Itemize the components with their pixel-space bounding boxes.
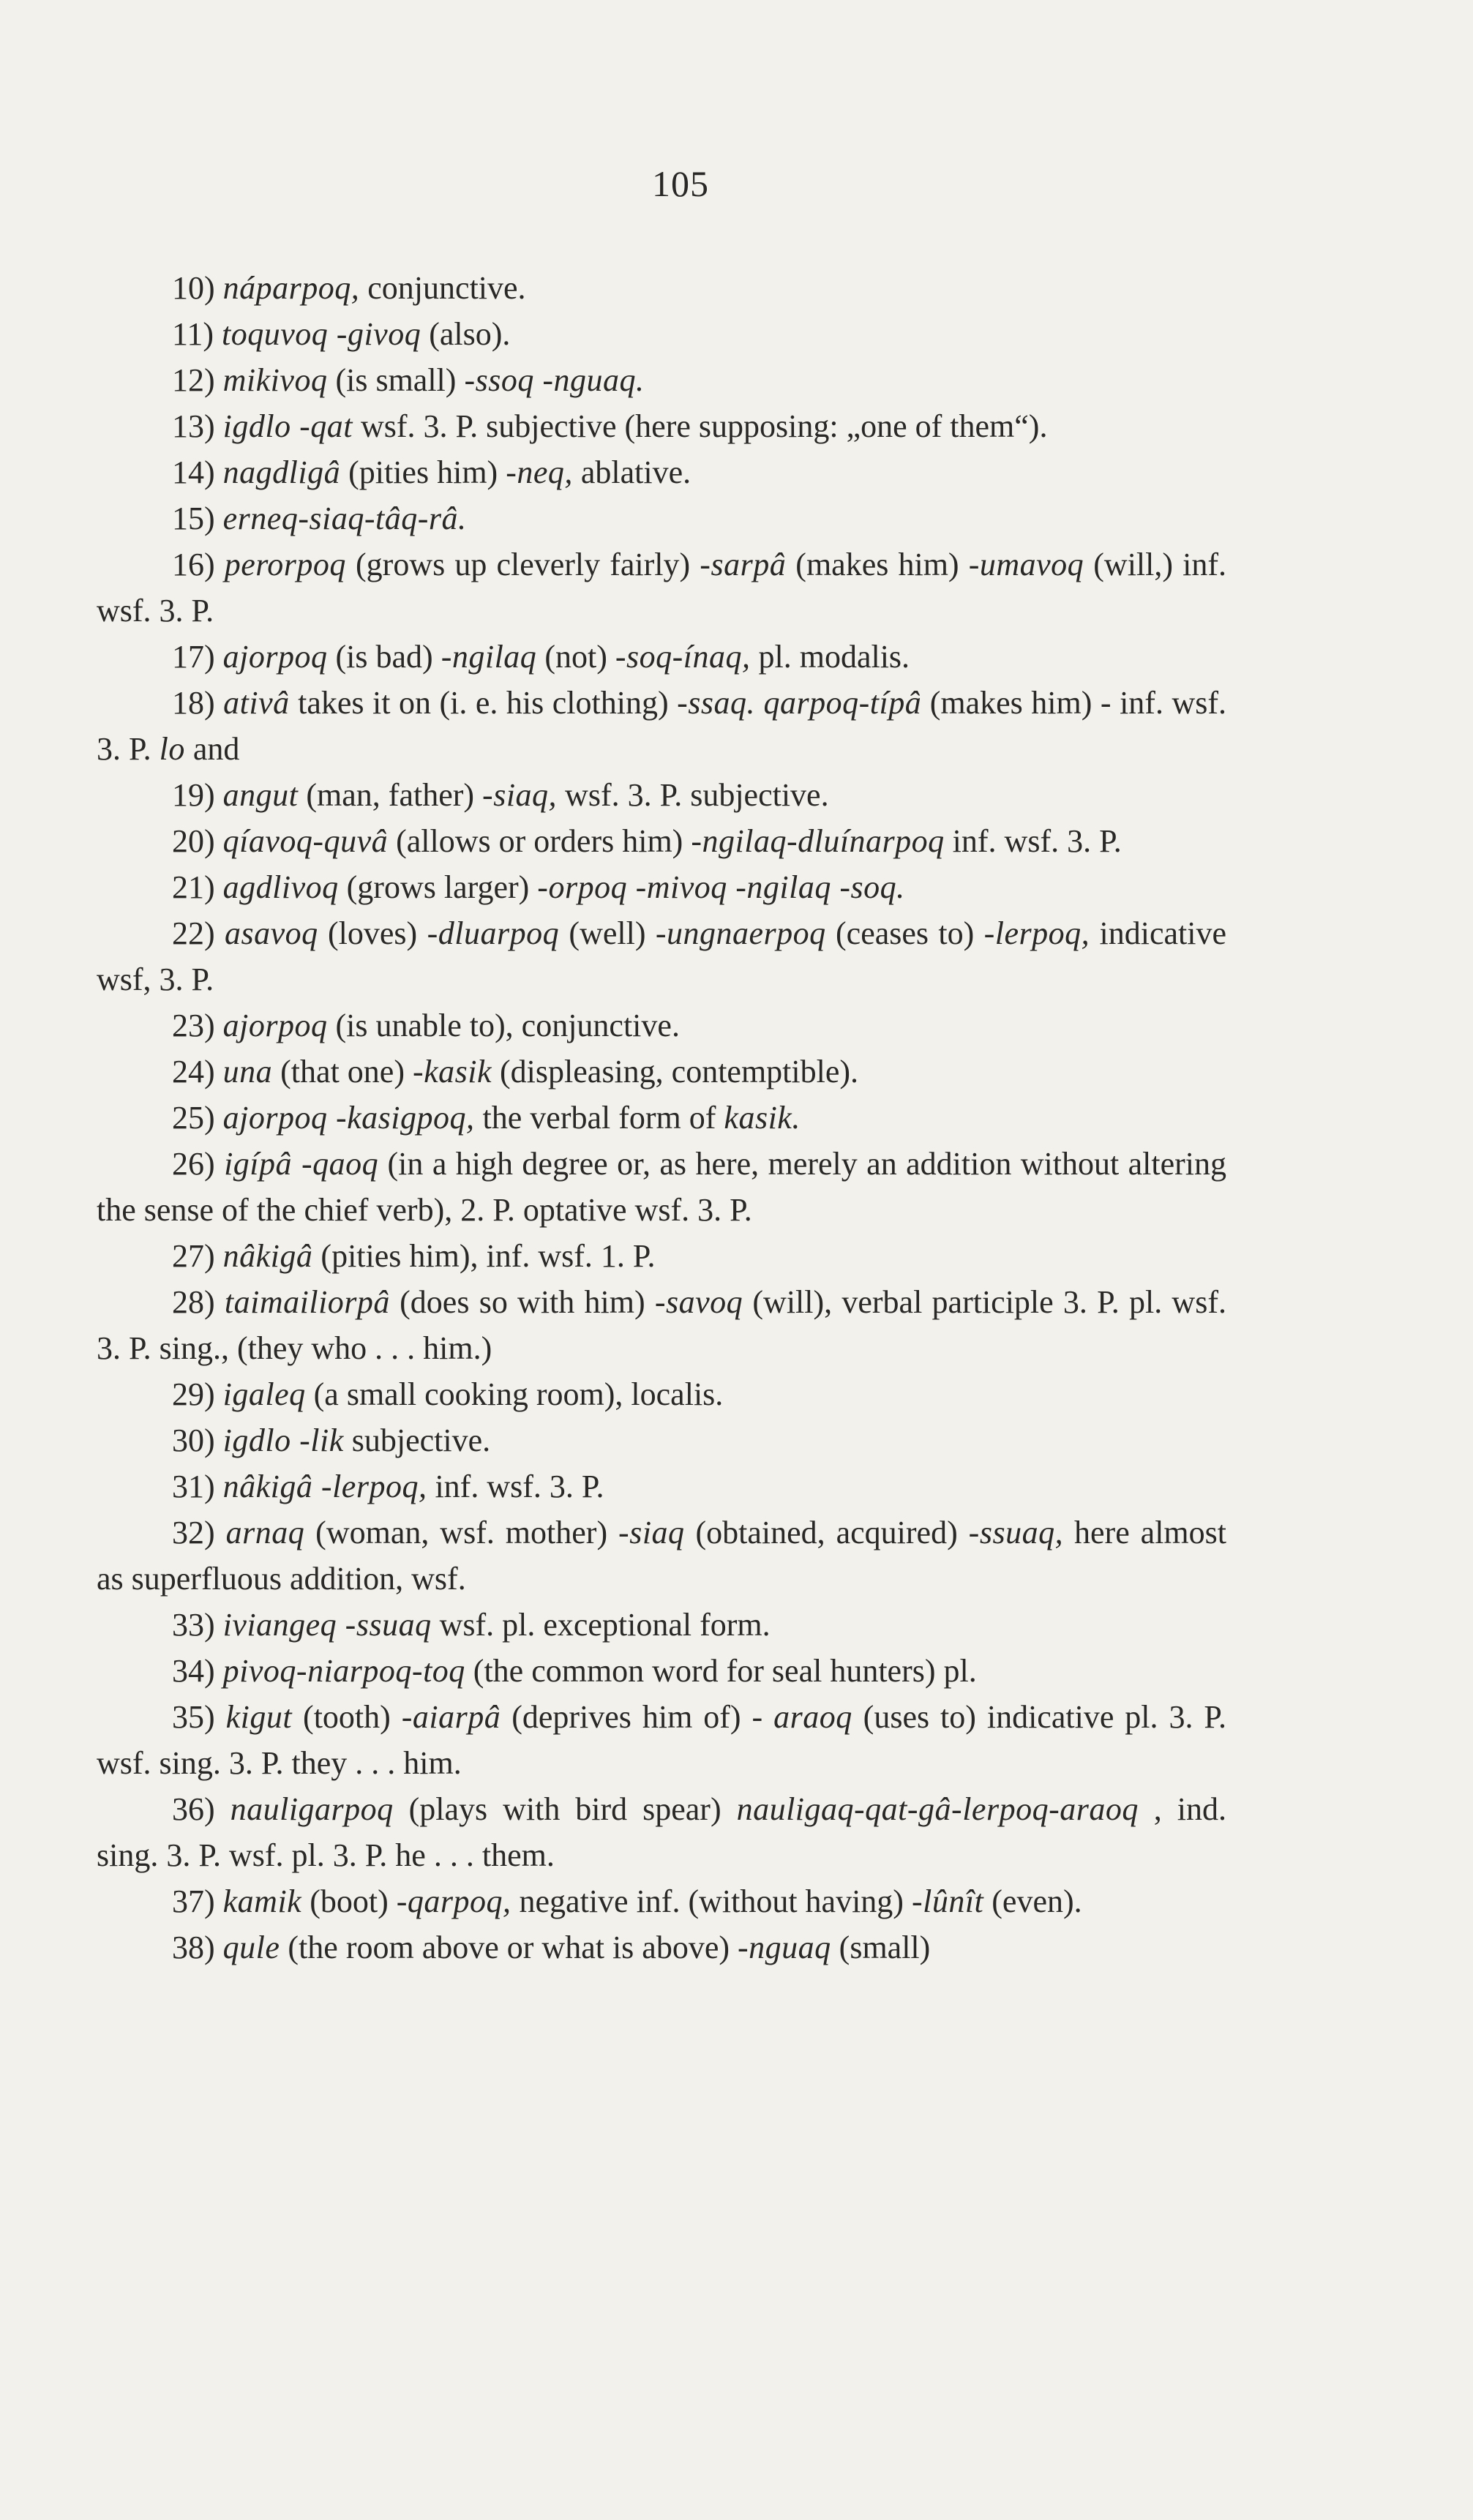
note-entry [97,680,1226,772]
gloss-text: wsf. pl. exceptional form. [431,1607,771,1643]
greenlandic-term: qíavoq-quvâ [222,823,389,859]
greenlandic-term: -aiarpâ [401,1699,501,1735]
note-entry [97,1371,1226,1417]
greenlandic-term: -qarpoq, [396,1883,511,1919]
greenlandic-term: nâkigâ -lerpoq, [222,1469,427,1504]
greenlandic-term: -siaq, [482,777,558,813]
note-number: 27) [172,1238,223,1274]
greenlandic-term: -ungnaerpoq [655,915,826,951]
greenlandic-term: igdlo -lik [222,1422,344,1458]
note-entry [97,1510,1226,1602]
greenlandic-term: qule [222,1930,280,1965]
note-number: 16) [172,547,225,582]
note-number: 23) [172,1008,223,1043]
gloss-text: (will), verbal participle 3. P. pl. wsf. 3. P. sing., (they who . . . him.) [97,1284,1226,1366]
greenlandic-term: ajorpoq [222,639,328,675]
note-entry [97,1049,1226,1095]
note-number: 20) [172,823,223,859]
greenlandic-term: toquvoq -givoq [222,316,421,352]
note-entry [97,1095,1226,1141]
greenlandic-term: -ssoq -nguaq. [464,362,645,398]
gloss-text: (is unable to), conjunctive. [327,1008,680,1043]
note-entry [97,1463,1226,1510]
gloss-text: negative inf. (without having) [511,1883,912,1919]
greenlandic-term: -dluarpoq [427,915,560,951]
greenlandic-term: -soq-ínaq, [615,639,751,675]
note-number: 25) [172,1100,223,1136]
gloss-text: (plays with bird spear) [393,1791,737,1827]
note-number: 24) [172,1054,223,1090]
gloss-text: (grows up cleverly fairly) [345,547,700,582]
greenlandic-term: -ngilaq-dluínarpoq [691,823,945,859]
gloss-text: (man, father) [298,777,483,813]
note-entry [97,1141,1226,1233]
gloss-text: (that one) [272,1054,413,1090]
gloss-text: (ceases to) [825,915,984,951]
note-entry [97,1417,1226,1463]
gloss-text: the verbal form of [474,1100,724,1136]
note-number: 19) [172,777,223,813]
gloss-text: (a small cooking room), localis. [305,1376,724,1412]
note-entry [97,818,1226,864]
gloss-text: (does so with him) [389,1284,655,1320]
gloss-text: takes it on (i. e. his clothing) [289,685,678,721]
note-number: 12) [172,362,223,398]
note-entry [97,311,1226,357]
gloss-text: (pities him) [340,454,506,490]
note-number: 29) [172,1376,223,1412]
greenlandic-term: náparpoq, [222,270,360,306]
greenlandic-term: lo [159,731,185,767]
note-number: 11) [172,316,222,352]
note-entry [97,357,1226,403]
note-entry [97,403,1226,449]
note-entry [97,449,1226,495]
note-number: 36) [172,1791,230,1827]
gloss-text: (loves) [318,915,427,951]
greenlandic-term: una [222,1054,273,1090]
gloss-text: (even). [983,1883,1082,1919]
gloss-text: , ind. sing. 3. P. wsf. pl. 3. P. he . . . them. [97,1791,1226,1873]
note-number: 17) [172,639,223,675]
note-number: 33) [172,1607,223,1643]
gloss-text: conjunctive. [359,270,526,306]
greenlandic-term: ativâ [223,685,290,721]
greenlandic-term: igípâ -qaoq [224,1146,379,1182]
note-entry [97,772,1226,818]
note-entry [97,495,1226,541]
greenlandic-term: angut [222,777,299,813]
gloss-text: (obtained, acquired) [684,1515,969,1550]
greenlandic-term: -savoq [654,1284,743,1320]
greenlandic-term: -sarpâ [700,547,787,582]
note-number: 22) [172,915,225,951]
note-number: 32) [172,1515,226,1550]
greenlandic-term: igaleq [222,1376,306,1412]
greenlandic-term: ajorpoq [222,1008,328,1043]
note-number: 13) [172,408,223,444]
greenlandic-term: kasik. [724,1100,801,1136]
greenlandic-term: igdlo -qat [222,408,353,444]
gloss-text: subjective. [343,1422,491,1458]
greenlandic-term: kigut [225,1699,293,1735]
gloss-text: (woman, wsf. mother) [304,1515,619,1550]
gloss-text: (makes him) [786,547,969,582]
gloss-text [755,685,764,721]
greenlandic-term: perorpoq [224,547,346,582]
gloss-text: (allows or orders him) [388,823,691,859]
gloss-text: (uses to) indicative pl. 3. P. wsf. sing. 3. P. they . . . him. [97,1699,1226,1781]
note-number: 34) [172,1653,223,1689]
greenlandic-term: -lerpoq, [983,915,1090,951]
gloss-text: pl. modalis. [750,639,910,675]
note-number: 18) [172,685,224,721]
greenlandic-term: kamik [222,1883,302,1919]
note-number: 14) [172,454,223,490]
note-number: 15) [172,500,223,536]
greenlandic-term: iviangeq -ssuaq [222,1607,432,1643]
note-number: 10) [172,270,223,306]
note-entry [97,1233,1226,1279]
gloss-text: inf. wsf. 3. P. [427,1469,604,1504]
gloss-text: wsf. 3. P. subjective. [557,777,829,813]
greenlandic-term: agdlivoq [222,869,339,905]
greenlandic-term: ajorpoq -kasigpoq, [222,1100,475,1136]
note-entry [97,1602,1226,1648]
gloss-text: (makes him) - inf. wsf. 3. P. [97,685,1226,767]
note-entry [97,1878,1226,1924]
gloss-text: and [184,731,240,767]
gloss-text: (displeasing, contemptible). [492,1054,859,1090]
note-number: 31) [172,1469,223,1504]
gloss-text: (is small) [327,362,465,398]
greenlandic-term: -siaq [618,1515,685,1550]
note-entry [97,910,1226,1002]
note-number: 28) [172,1284,225,1320]
note-entry [97,1694,1226,1786]
gloss-text: (also). [421,316,511,352]
greenlandic-term: -ssuaq, [968,1515,1064,1550]
note-entry [97,1279,1226,1371]
gloss-text: inf. wsf. 3. P. [944,823,1122,859]
note-number: 21) [172,869,223,905]
gloss-text: (pities him), inf. wsf. 1. P. [312,1238,656,1274]
greenlandic-term: -nguaq [738,1930,831,1965]
gloss-text: (the room above or what is above) [280,1930,738,1965]
note-entry [97,634,1226,680]
gloss-text: wsf. 3. P. subjective (here supposing: „one of them“). [352,408,1048,444]
greenlandic-term: -orpoq -mivoq -ngilaq -soq. [537,869,905,905]
gloss-text: here almost as superfluous addition, wsf. [97,1515,1227,1597]
gloss-text: (grows larger) [338,869,538,905]
gloss-text: (tooth) [292,1699,402,1735]
greenlandic-term: nauligaq-qat-gâ-lerpoq-araoq [736,1791,1139,1827]
greenlandic-term: qarpoq-típâ [763,685,922,721]
greenlandic-term: araoq [773,1699,852,1735]
note-number: 35) [172,1699,226,1735]
note-entry [97,864,1226,910]
note-entry [97,1786,1226,1878]
gloss-text: (the common word for seal hunters) pl. [465,1653,977,1689]
gloss-text: (small) [831,1930,931,1965]
gloss-text: (deprives him of) - [501,1699,774,1735]
greenlandic-term: -lûnît [911,1883,984,1919]
greenlandic-term: pivoq-niarpoq-toq [222,1653,465,1689]
greenlandic-term: taimailiorpâ [224,1284,390,1320]
gloss-text: (will,) inf. wsf. 3. P. [97,547,1227,629]
greenlandic-term: -umavoq [968,547,1084,582]
greenlandic-term: -kasik [412,1054,492,1090]
note-entry [97,541,1226,634]
note-entry [97,1002,1226,1049]
gloss-text: (boot) [301,1883,397,1919]
gloss-text: (is bad) [327,639,441,675]
greenlandic-term: erneq-siaq-tâq-râ. [222,500,467,536]
greenlandic-term: arnaq [225,1515,305,1550]
page-number: 105 [652,163,709,204]
gloss-text: (not) [536,639,615,675]
greenlandic-term: mikivoq [222,362,328,398]
note-number: 30) [172,1422,223,1458]
greenlandic-term: -ssaq. [677,685,756,721]
gloss-text: ablative. [572,454,691,490]
note-number: 26) [172,1146,225,1182]
greenlandic-term: nagdligâ [222,454,341,490]
note-entry [97,1648,1226,1694]
gloss-text: indicative wsf, 3. P. [97,915,1226,997]
note-entry [97,265,1226,311]
greenlandic-term: asavoq [225,915,318,951]
gloss-text: (well) [559,915,656,951]
note-entry [97,1924,1226,1970]
note-number: 37) [172,1883,223,1919]
note-number: 38) [172,1930,223,1965]
page-body [97,265,1226,1970]
greenlandic-term: nauligarpoq [230,1791,394,1827]
greenlandic-term: -neq, [506,454,573,490]
greenlandic-term: -ngilaq [441,639,537,675]
gloss-text: (in a high degree or, as here, merely an addition without altering the sense of the chief verb), 2. P. optative wsf. 3. P. [97,1146,1226,1228]
greenlandic-term: nâkigâ [222,1238,313,1274]
